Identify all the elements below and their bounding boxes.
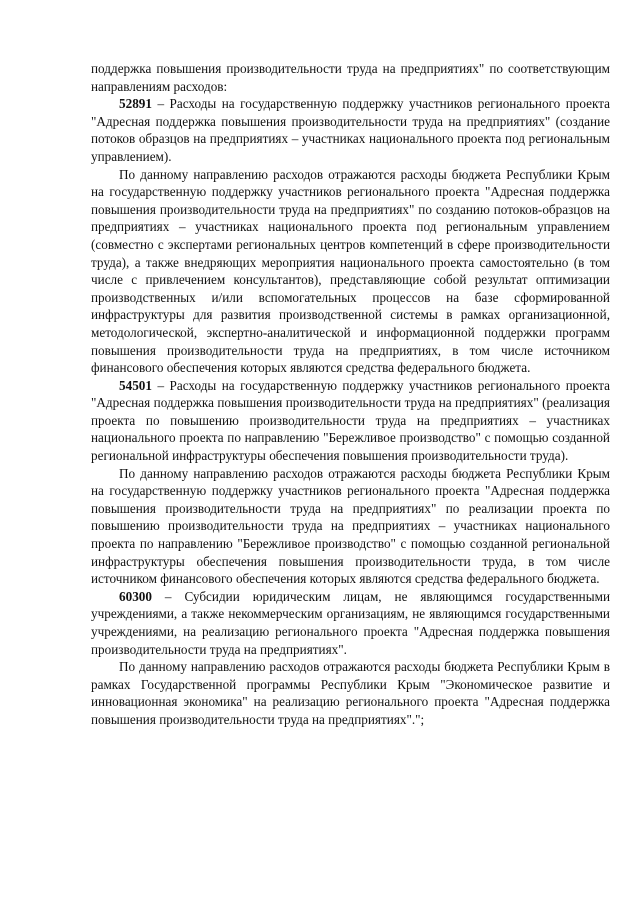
paragraph-intro <box>91 60 610 95</box>
paragraph-52891-description <box>91 166 610 377</box>
paragraph-text: По данному направлению расходов отражаются расходы бюджета Республики Крым на государственную поддержку участников регионального проекта "Адресная поддержка повышения производительности труда на предприятиях" по созданию потоков-образцов на предприятиях – участниках национального проекта под региональным управлением (совместно с экспертами региональных центров компетенций в сфере производительности труда), а также внедряющих мероприятия национального проекта самостоятельно (в том числе с привлечением консультантов), представляющие собой результат оптимизации производственных и/или вспомогательных процессов на базе сформированной инфраструктуры для развития производственной системы в рамках организационной, методологической, экспертно-аналитической и информационной поддержки программ повышения производительности труда на предприятиях, в том числе источником финансового обеспечения которых являются средства федерального бюджета. <box>91 166 610 376</box>
document-page <box>91 60 610 729</box>
paragraph-text: По данному направлению расходов отражаются расходы бюджета Республики Крым на государственную поддержку участников регионального проекта "Адресная поддержка повышения производительности труда на предприятиях" по реализации проекта по повышению производительности труда на предприятиях – участниках национального проекта по направлению "Бережливое производство" с помощью созданной региональной инфраструктуры обеспечения повышения производительности труда, в том числе источником финансового обеспечения которых являются средства федерального бюджета. <box>91 465 610 587</box>
expense-code: 52891 <box>119 96 152 112</box>
paragraph-text: – Расходы на государственную поддержку участников регионального проекта "Адресная поддержка повышения производительности труда на предприятиях" (создание потоков образцов на предприятиях – участниках национального проекта под региональным управлением). <box>91 96 610 164</box>
paragraph-60300-description <box>91 658 610 728</box>
paragraph-text: По данному направлению расходов отражаются расходы бюджета Республики Крым в рамках Государственной программы Республики Крым "Экономическое развитие и инновационная экономика" на реализацию регионального проекта "Адресная поддержка повышения производительности труда на предприятиях"."; <box>91 659 610 727</box>
paragraph-52891 <box>91 95 610 165</box>
paragraph-text: – Субсидии юридическим лицам, не являющимся государственными учреждениями, а также некоммерческим организациям, не являющимся государственными учреждениями, на реализацию регионального проекта "Адресная поддержка повышения производительности труда на предприятиях". <box>91 588 610 657</box>
paragraph-text: – Расходы на государственную поддержку участников регионального проекта "Адресная поддержка повышения производительности труда на предприятиях" (реализация проекта по повышению производительности труда на предприятиях – участниках национального проекта по направлению "Бережливое производство" с помощью созданной региональной инфраструктуры обеспечения повышения производительности труда). <box>91 377 610 464</box>
paragraph-54501 <box>91 377 610 465</box>
paragraph-60300 <box>91 588 610 658</box>
expense-code: 54501 <box>119 377 152 393</box>
paragraph-54501-description <box>91 465 610 588</box>
expense-code: 60300 <box>119 588 152 604</box>
paragraph-text: поддержка повышения производительности труда на предприятиях" по соответствующим направлениям расходов: <box>91 61 610 94</box>
